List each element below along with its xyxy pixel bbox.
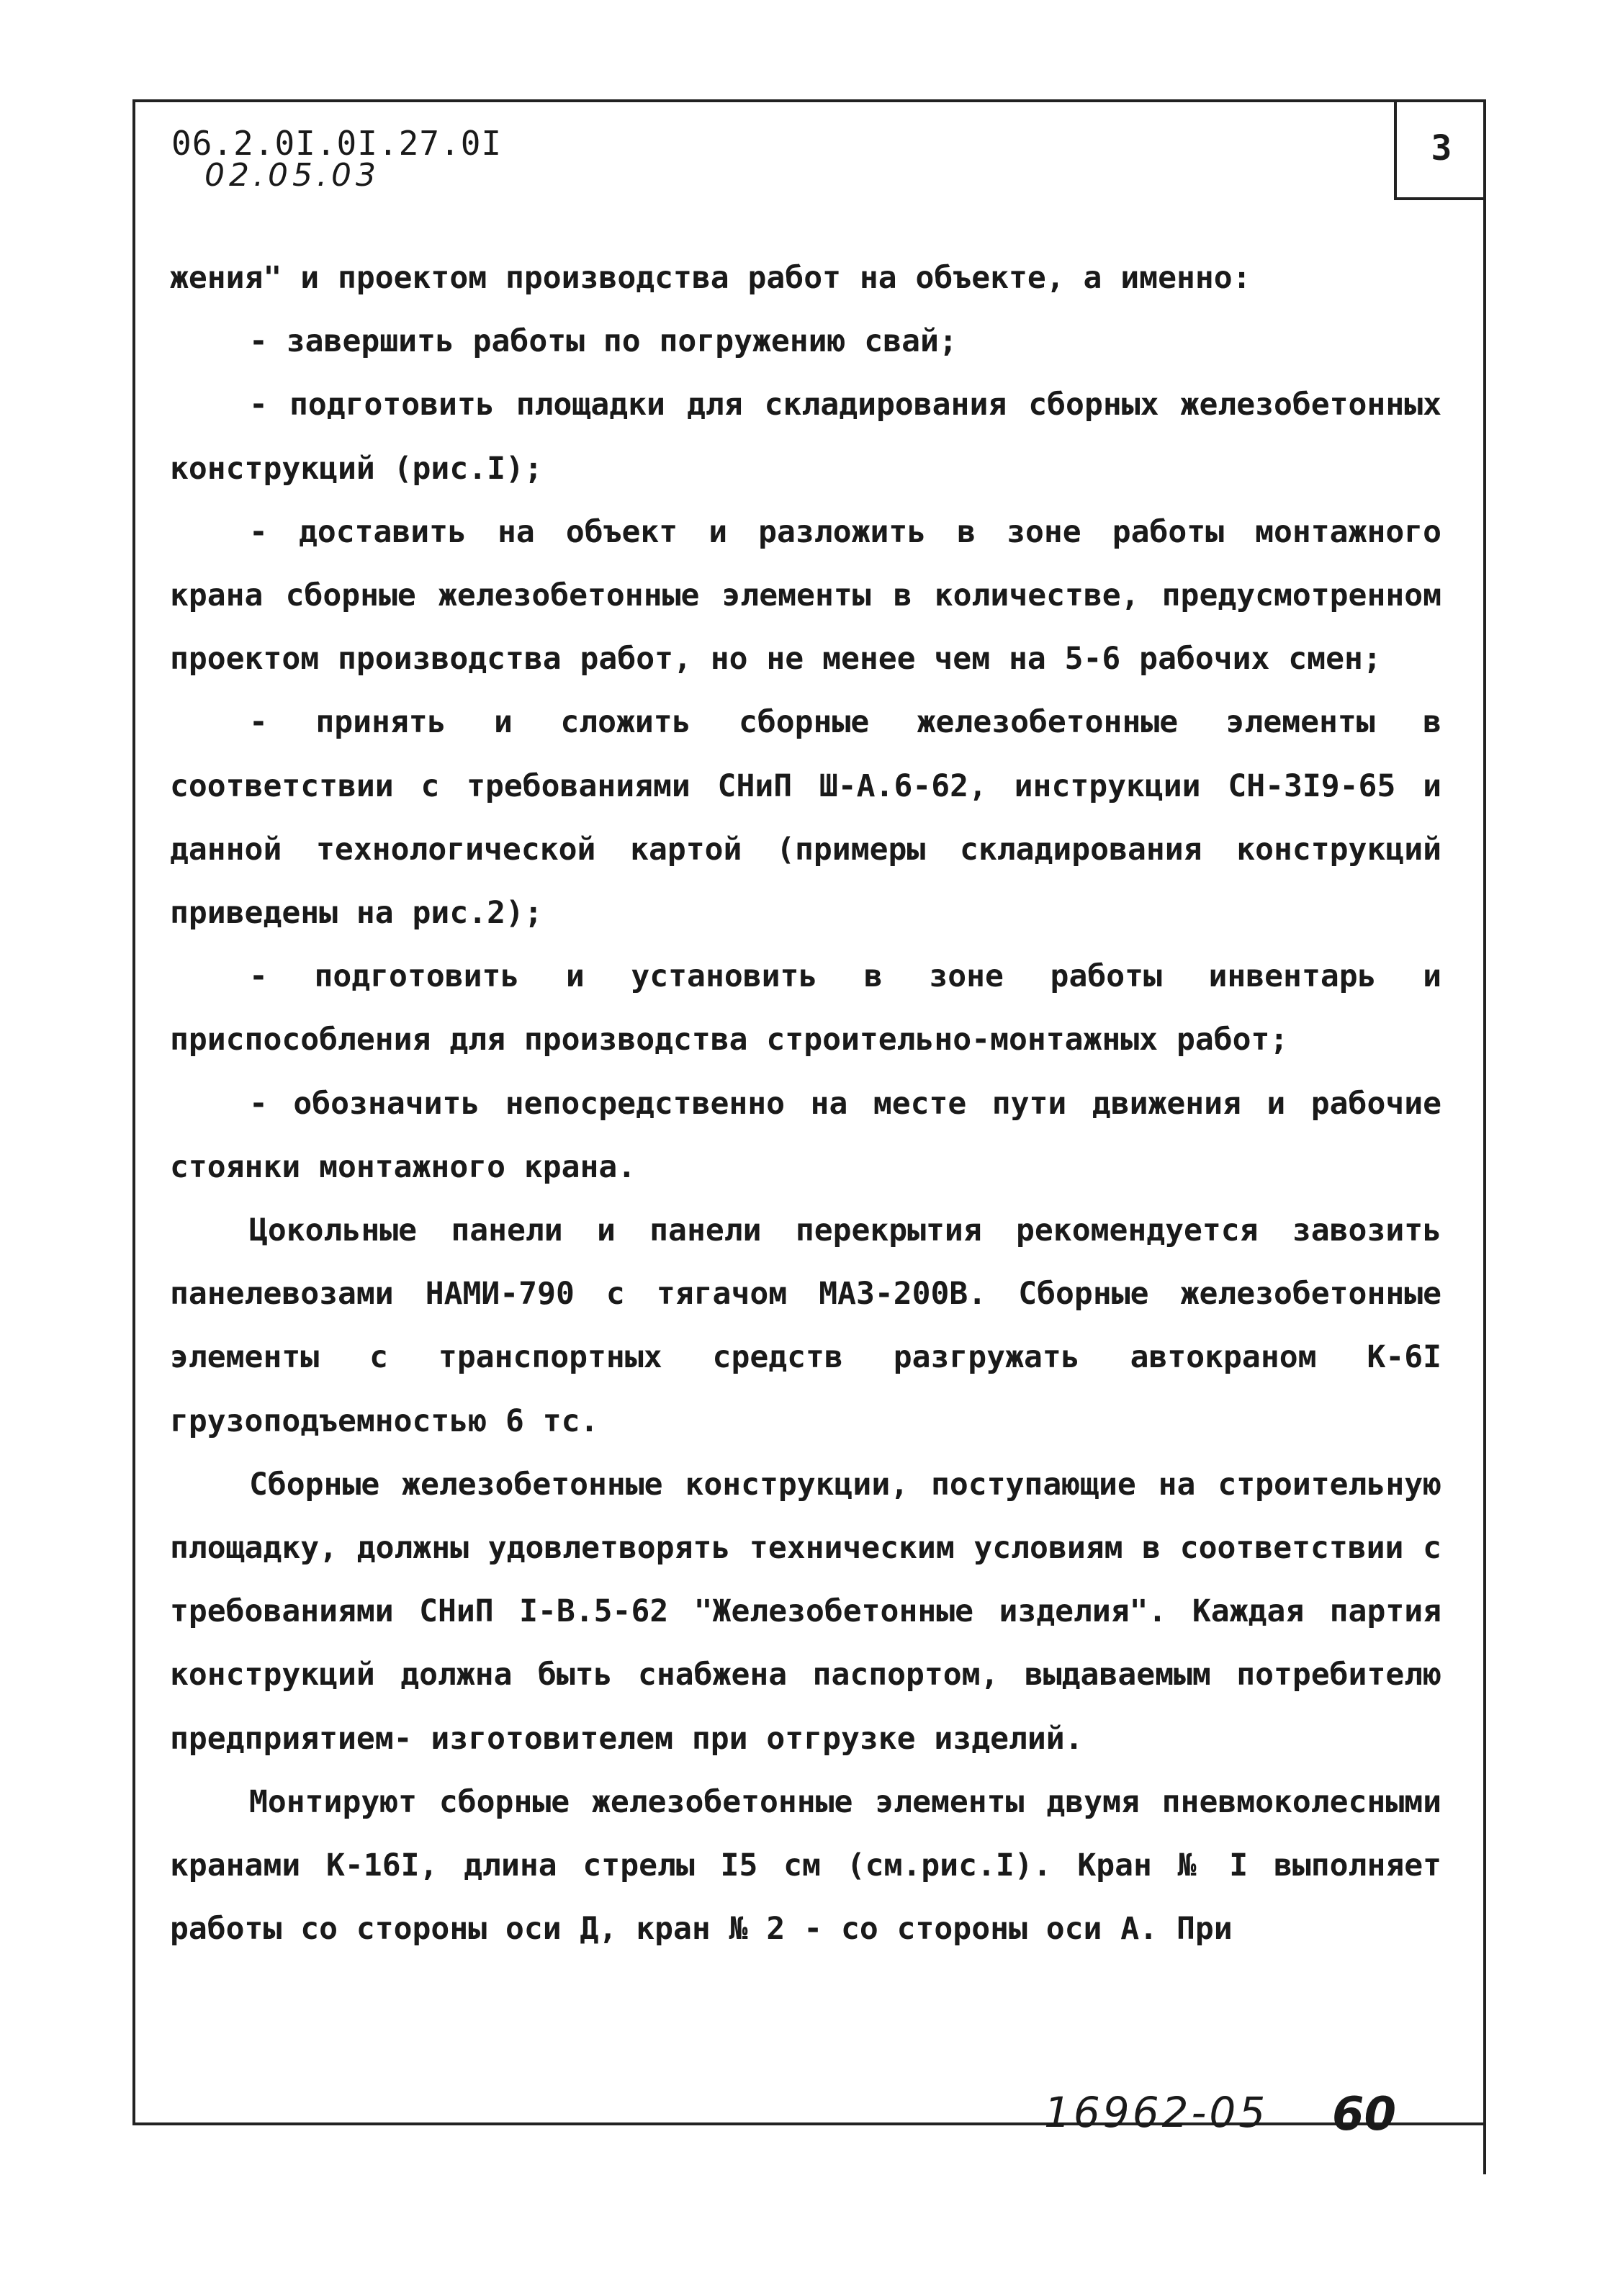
list-item: - принять и сложить сборные железобетонные элементы в соответствии с требованиями СНиП Ш-А.6-62, инструкции СН-3I9-65 и данной технологической картой (примеры складирования конструкций приведены на рис.2); xyxy=(170,704,1441,932)
list-item: - подготовить и установить в зоне работы инвентарь и приспособления для производства строительно-монтажных работ; xyxy=(170,958,1441,1058)
body-text xyxy=(170,246,1441,1960)
footer-document-number: 16962-05 xyxy=(1044,2088,1269,2137)
paragraph: жения" и проектом производства работ на объекте, а именно: xyxy=(170,260,1251,296)
footer-divider xyxy=(1483,2124,1486,2174)
page-number-box xyxy=(1394,99,1486,200)
paragraph: Монтируют сборные железобетонные элементы двумя пневмоколесными кранами К-16I, длина стрелы I5 см (см.рис.I). Кран № I выполняет работы со стороны оси Д, кран № 2 - со стороны оси А. При xyxy=(170,1783,1441,1948)
list-item: - подготовить площадки для складирования сборных железобетонных конструкций (рис.I); xyxy=(170,387,1441,487)
handwritten-date: 02.05.03 xyxy=(204,157,380,194)
document-code: 06.2.0I.0I.27.0I xyxy=(171,124,503,163)
paragraph: Цокольные панели и панели перекрытия рекомендуется завозить панелевозами НАМИ-790 с тягачом МАЗ-200В. Сборные железобетонные элементы с транспортных средств разгружать автокраном К-6I грузоподъемностью 6 тс. xyxy=(170,1212,1441,1439)
page-number: 3 xyxy=(1431,128,1452,168)
paragraph: Сборные железобетонные конструкции, поступающие на строительную площадку, должны удовлетворять техническим условиям в соответствии с требованиями СНиП I-В.5-62 "Железобетонные изделия". Каждая партия конструкций должна быть снабжена паспортом, выдаваемым потребителю предприятием- изготовителем при отгрузке изделий. xyxy=(170,1466,1441,1757)
list-item: - завершить работы по погружению свай; xyxy=(249,323,958,360)
list-item: - обозначить непосредственно на месте пути движения и рабочие стоянки монтажного крана. xyxy=(170,1085,1441,1185)
list-item: - доставить на объект и разложить в зоне работы монтажного крана сборные железобетонные элементы в количестве, предусмотренном проектом производства работ, но не менее чем на 5-6 рабочих смен; xyxy=(170,513,1441,677)
footer-sheet-number: 60 xyxy=(1332,2088,1397,2141)
